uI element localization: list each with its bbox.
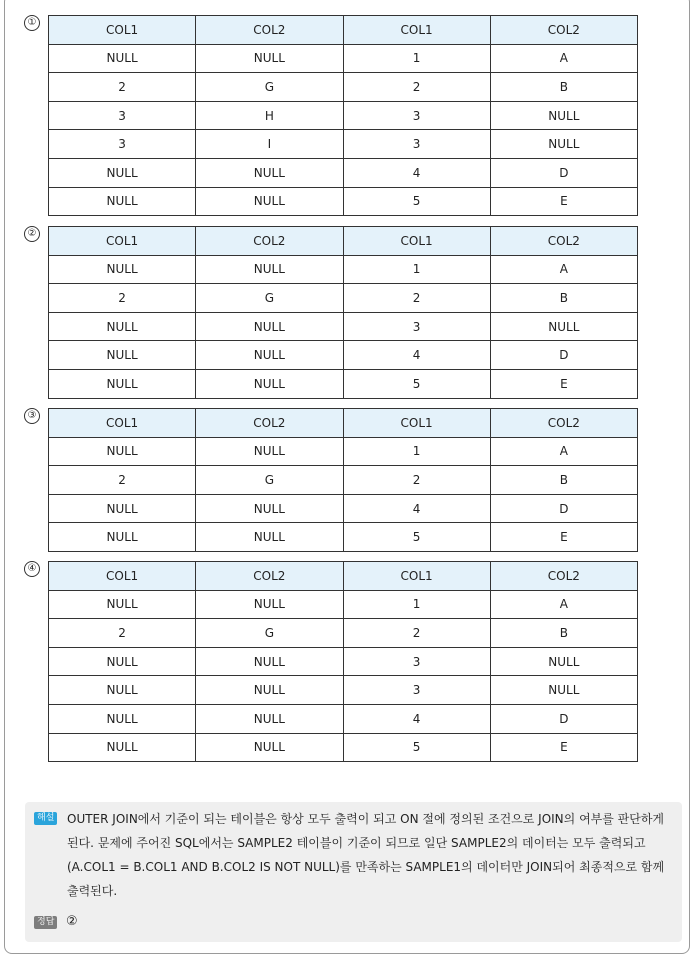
table-cell: NULL — [196, 437, 343, 466]
table-cell: B — [490, 73, 637, 102]
table-cell: G — [196, 73, 343, 102]
table-cell: NULL — [490, 101, 637, 130]
table-cell: 2 — [343, 466, 490, 495]
table-cell: NULL — [49, 704, 196, 733]
column-header: COL1 — [49, 227, 196, 256]
table-cell: E — [490, 733, 637, 762]
table-row — [49, 130, 638, 159]
table-row — [49, 284, 638, 313]
table-cell: 2 — [49, 73, 196, 102]
table-cell: D — [490, 494, 637, 523]
column-header: COL2 — [196, 16, 343, 45]
table-cell: NULL — [196, 590, 343, 619]
option-number: ③ — [24, 408, 40, 424]
table-cell: B — [490, 619, 637, 648]
table-row — [49, 369, 638, 398]
table-cell: NULL — [196, 341, 343, 370]
table-cell: NULL — [196, 312, 343, 341]
table-row — [49, 44, 638, 73]
table-cell: 4 — [343, 158, 490, 187]
column-header: COL1 — [343, 16, 490, 45]
table-cell: NULL — [49, 590, 196, 619]
table-header-row — [49, 409, 638, 438]
table-cell: H — [196, 101, 343, 130]
column-header: COL2 — [490, 409, 637, 438]
table-cell: NULL — [196, 369, 343, 398]
table-header-row — [49, 16, 638, 45]
table-cell: 1 — [343, 437, 490, 466]
table-row — [49, 523, 638, 552]
table-cell: NULL — [49, 676, 196, 705]
table-row — [49, 312, 638, 341]
result-table — [48, 408, 638, 552]
table-cell: G — [196, 284, 343, 313]
option-number: ① — [24, 15, 40, 31]
answer-tag: 정답 — [34, 916, 57, 929]
column-header: COL2 — [490, 16, 637, 45]
table-cell: 2 — [343, 619, 490, 648]
table-row — [49, 437, 638, 466]
table-cell: E — [490, 187, 637, 216]
explanation-text: OUTER JOIN에서 기준이 되는 테이블은 항상 모두 출력이 되고 ON 절에 정의된 조건으로 JOIN의 여부를 판단하게 된다. 문제에 주어진 SQL에서는 SAMPLE2 테이블이 기준이 되므로 일단 SAMPLE2의 데이터는 모두 출력되고 (A.COL1 = B.COL1 AND B.COL2 IS NOT NULL)를 만족하는 SAMPLE1의 데이터만 JOIN되어 최종적으로 함께 출력된다. — [67, 812, 665, 898]
table-cell: NULL — [49, 494, 196, 523]
table-cell: NULL — [490, 130, 637, 159]
table-cell: 3 — [343, 312, 490, 341]
explanation-tag: 해설 — [34, 812, 57, 825]
table-cell: E — [490, 523, 637, 552]
table-cell: NULL — [196, 44, 343, 73]
table-header-row — [49, 227, 638, 256]
table-cell: NULL — [196, 647, 343, 676]
column-header: COL1 — [343, 227, 490, 256]
table-cell: 1 — [343, 255, 490, 284]
table-cell: NULL — [49, 312, 196, 341]
table-cell: NULL — [196, 255, 343, 284]
table-cell: A — [490, 437, 637, 466]
table-row — [49, 590, 638, 619]
table-row — [49, 158, 638, 187]
table-cell: B — [490, 284, 637, 313]
table-cell: 4 — [343, 341, 490, 370]
table-cell: 4 — [343, 704, 490, 733]
table-cell: B — [490, 466, 637, 495]
table-cell: 2 — [343, 73, 490, 102]
table-cell: I — [196, 130, 343, 159]
table-cell: 5 — [343, 369, 490, 398]
table-cell: NULL — [490, 312, 637, 341]
table-row — [49, 676, 638, 705]
table-cell: NULL — [49, 255, 196, 284]
column-header: COL2 — [490, 227, 637, 256]
table-cell: 2 — [49, 284, 196, 313]
table-cell: NULL — [49, 733, 196, 762]
column-header: COL1 — [343, 409, 490, 438]
table-cell: 5 — [343, 187, 490, 216]
column-header: COL1 — [343, 562, 490, 591]
table-cell: 3 — [49, 101, 196, 130]
table-cell: 2 — [49, 466, 196, 495]
column-header: COL1 — [49, 409, 196, 438]
table-cell: 4 — [343, 494, 490, 523]
table-cell: NULL — [196, 523, 343, 552]
table-cell: NULL — [49, 437, 196, 466]
table-cell: 3 — [343, 647, 490, 676]
table-cell: NULL — [490, 647, 637, 676]
table-header-row — [49, 562, 638, 591]
table-row — [49, 647, 638, 676]
table-row — [49, 619, 638, 648]
table-cell: 3 — [49, 130, 196, 159]
table-cell: 2 — [343, 284, 490, 313]
table-cell: 3 — [343, 676, 490, 705]
table-cell: NULL — [49, 369, 196, 398]
table-row — [49, 704, 638, 733]
option-number: ② — [24, 226, 40, 242]
table-cell: 1 — [343, 590, 490, 619]
result-table — [48, 561, 638, 762]
table-cell: 3 — [343, 130, 490, 159]
table-cell: 3 — [343, 101, 490, 130]
column-header: COL2 — [196, 409, 343, 438]
table-cell: E — [490, 369, 637, 398]
table-cell: D — [490, 158, 637, 187]
table-cell: G — [196, 466, 343, 495]
table-row — [49, 466, 638, 495]
table-row — [49, 494, 638, 523]
table-cell: NULL — [49, 523, 196, 552]
table-cell: NULL — [196, 494, 343, 523]
table-cell: D — [490, 704, 637, 733]
explanation-box — [25, 802, 682, 942]
table-cell: G — [196, 619, 343, 648]
table-cell: NULL — [49, 187, 196, 216]
table-row — [49, 73, 638, 102]
table-row — [49, 187, 638, 216]
column-header: COL1 — [49, 16, 196, 45]
table-cell: NULL — [196, 158, 343, 187]
option-number: ④ — [24, 561, 40, 577]
table-cell: NULL — [49, 341, 196, 370]
column-header: COL2 — [196, 562, 343, 591]
table-cell: A — [490, 590, 637, 619]
table-cell: NULL — [196, 733, 343, 762]
table-cell: 1 — [343, 44, 490, 73]
table-row — [49, 341, 638, 370]
table-row — [49, 733, 638, 762]
table-row — [49, 255, 638, 284]
table-cell: D — [490, 341, 637, 370]
table-cell: 2 — [49, 619, 196, 648]
table-cell: NULL — [196, 187, 343, 216]
table-cell: 5 — [343, 733, 490, 762]
answer-value: ② — [66, 914, 78, 929]
table-cell: NULL — [49, 44, 196, 73]
result-table — [48, 15, 638, 216]
table-cell: 5 — [343, 523, 490, 552]
column-header: COL2 — [196, 227, 343, 256]
table-cell: NULL — [196, 704, 343, 733]
column-header: COL2 — [490, 562, 637, 591]
table-cell: NULL — [49, 647, 196, 676]
result-table — [48, 226, 638, 399]
table-cell: NULL — [490, 676, 637, 705]
table-cell: NULL — [196, 676, 343, 705]
table-cell: A — [490, 255, 637, 284]
column-header: COL1 — [49, 562, 196, 591]
table-row — [49, 101, 638, 130]
table-cell: A — [490, 44, 637, 73]
table-cell: NULL — [49, 158, 196, 187]
